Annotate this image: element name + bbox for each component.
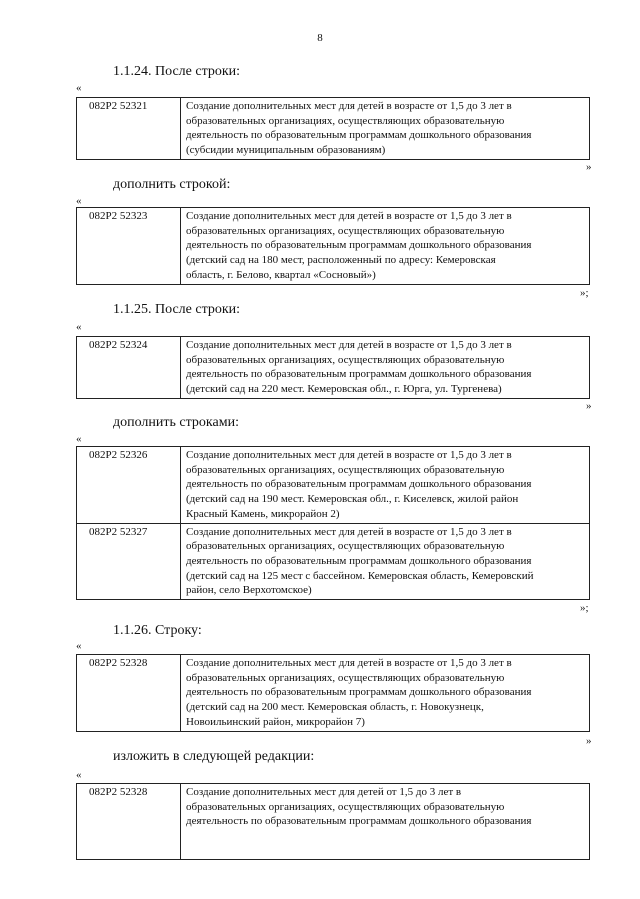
description-line: (детский сад на 125 мест с бассейном. Кемеровская область, Кемеровский (186, 569, 534, 582)
description-line: деятельность по образовательным программам дошкольного образования (186, 478, 532, 491)
code-table (76, 336, 590, 399)
description-line: Создание дополнительных мест для детей в возрасте от 1,5 до 3 лет в (186, 339, 512, 351)
description-line: деятельность по образовательным программам дошкольного образования (186, 368, 532, 381)
description-line: (детский сад на 200 мест. Кемеровская область, г. Новокузнецк, (186, 701, 484, 714)
section-heading: 1.1.25. После строки: (113, 302, 241, 317)
row-description (181, 337, 590, 399)
section-heading: дополнить строкой: (113, 177, 231, 192)
close-quote: » (586, 400, 592, 412)
description-line: Создание дополнительных мест для детей в возрасте от 1,5 до 3 лет в (186, 449, 512, 461)
row-description (181, 655, 590, 732)
open-quote: « (76, 195, 82, 207)
description-line: (детский сад на 190 мест. Кемеровская обл., г. Киселевск, жилой район (186, 493, 519, 506)
budget-code: 082P2 52327 (77, 523, 181, 600)
description-line: образовательных организациях, осуществляющих образовательную (186, 540, 505, 553)
description-line: Новоильинский район, микрорайон 7) (186, 715, 365, 728)
budget-code: 082P2 52328 (77, 784, 181, 860)
description-line: Создание дополнительных мест для детей от 1,5 до 3 лет в (186, 786, 462, 798)
description-line: образовательных организациях, осуществляющих образовательную (186, 463, 505, 476)
section-heading: 1.1.24. После строки: (113, 64, 241, 79)
code-table (76, 446, 590, 600)
description-line: образовательных организациях, осуществляющих образовательную (186, 800, 505, 813)
description-line: Создание дополнительных мест для детей в возрасте от 1,5 до 3 лет в (186, 100, 512, 112)
close-quote: »; (580, 602, 589, 614)
section-heading: дополнить строками: (113, 415, 239, 430)
description-line: деятельность по образовательным программам дошкольного образования (186, 815, 532, 828)
budget-code: 082P2 52326 (77, 447, 181, 524)
page-number: 8 (317, 32, 323, 44)
description-line: Красный Камень, микрорайон 2) (186, 507, 340, 520)
description-line (186, 844, 586, 859)
description-line: район, село Верхотомское) (186, 584, 312, 597)
description-line: деятельность по образовательным программам дошкольного образования (186, 239, 532, 252)
close-quote: » (586, 735, 592, 747)
description-line: деятельность по образовательным программам дошкольного образования (186, 554, 532, 567)
section-heading: 1.1.26. Строку: (113, 623, 202, 638)
code-table (76, 97, 590, 160)
description-line: Создание дополнительных мест для детей в возрасте от 1,5 до 3 лет в (186, 525, 512, 538)
table-row (77, 523, 590, 600)
row-description (181, 523, 590, 600)
section-heading: изложить в следующей редакции: (113, 749, 315, 764)
description-line: деятельность по образовательным программам дошкольного образования (186, 686, 532, 699)
table-row (77, 208, 590, 285)
code-table (76, 207, 590, 285)
description-line: деятельность по образовательным программам дошкольного образования (186, 129, 532, 142)
table-row (77, 655, 590, 732)
table-row (77, 98, 590, 160)
description-line: (детский сад на 180 мест, расположенный по адресу: Кемеровская (186, 254, 496, 267)
description-line (186, 829, 586, 844)
row-description (181, 784, 590, 860)
open-quote: « (76, 433, 82, 445)
description-line: образовательных организациях, осуществляющих образовательную (186, 114, 505, 127)
description-line: Создание дополнительных мест для детей в возрасте от 1,5 до 3 лет в (186, 657, 512, 669)
code-table (76, 654, 590, 732)
table-row (77, 337, 590, 399)
description-line: (детский сад на 220 мест. Кемеровская обл., г. Юрга, ул. Тургенева) (186, 383, 502, 396)
open-quote: « (76, 640, 82, 652)
description-line: образовательных организациях, осуществляющих образовательную (186, 671, 505, 684)
close-quote: » (586, 161, 592, 173)
description-line: образовательных организациях, осуществляющих образовательную (186, 224, 505, 237)
budget-code: 082P2 52321 (77, 98, 181, 160)
description-line: область, г. Белово, квартал «Сосновый») (186, 268, 376, 281)
close-quote: »; (580, 287, 589, 299)
table-row (77, 447, 590, 524)
table-row (77, 784, 590, 860)
open-quote: « (76, 321, 82, 333)
code-table (76, 783, 590, 860)
row-description (181, 208, 590, 285)
budget-code: 082P2 52323 (77, 208, 181, 285)
open-quote: « (76, 82, 82, 94)
description-line: Создание дополнительных мест для детей в возрасте от 1,5 до 3 лет в (186, 210, 512, 222)
budget-code: 082P2 52328 (77, 655, 181, 732)
row-description (181, 98, 590, 160)
description-line: образовательных организациях, осуществляющих образовательную (186, 353, 505, 366)
row-description (181, 447, 590, 524)
budget-code: 082P2 52324 (77, 337, 181, 399)
description-line: (субсидии муниципальным образованиям) (186, 144, 386, 157)
open-quote: « (76, 769, 82, 781)
